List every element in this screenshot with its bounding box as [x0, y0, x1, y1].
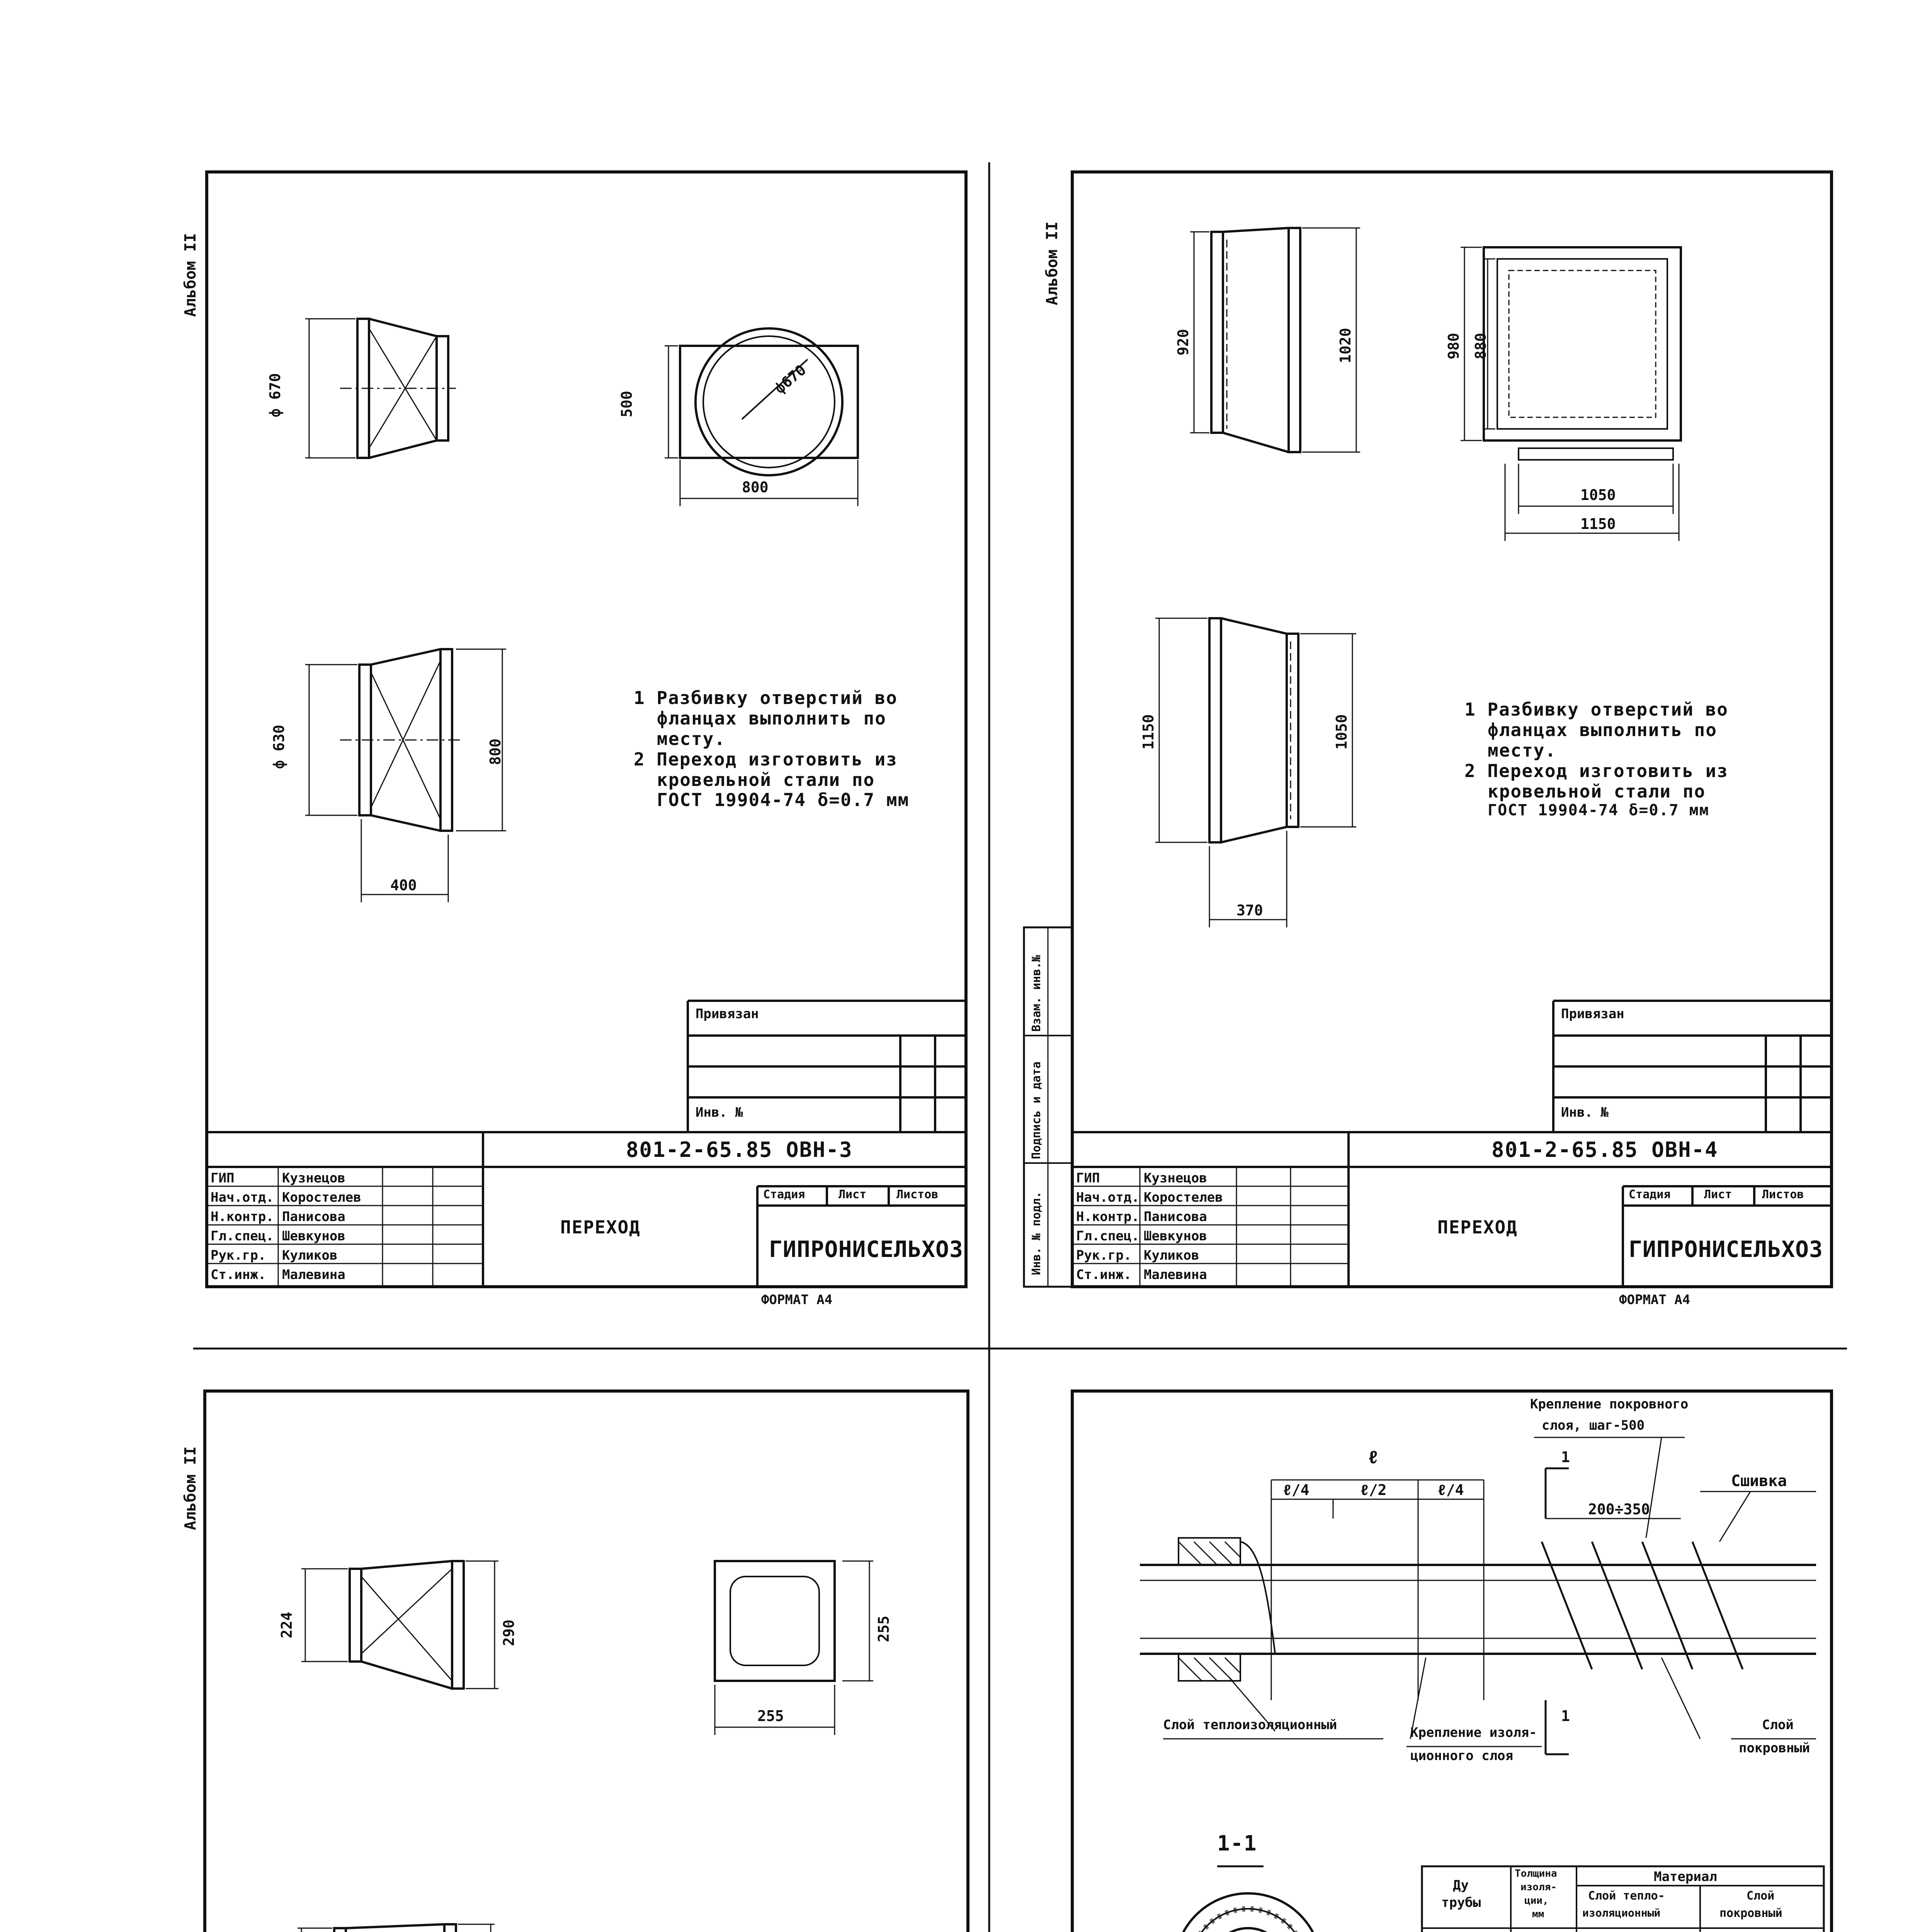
side-stamp-sign: Подпись и дата — [1030, 1061, 1043, 1159]
note-line: месту. — [657, 728, 726, 749]
role: ГИП — [1076, 1170, 1100, 1186]
signature-names — [1144, 1171, 1223, 1287]
name: Коростелев — [282, 1190, 361, 1205]
album-label-bl: Альбом II — [182, 1446, 199, 1530]
sheets-label: Листов — [896, 1188, 939, 1201]
role: Н.контр. — [1076, 1209, 1139, 1225]
dim-label: 980 — [1445, 333, 1462, 359]
name: Куликов — [282, 1248, 338, 1263]
dim-label: 1150 — [1140, 714, 1157, 750]
privyazan-label: Привязан — [696, 1006, 759, 1022]
note-line: фланцах выполнить по — [1488, 719, 1717, 740]
album-label-tr: Альбом II — [1043, 221, 1061, 305]
table-header-du: Ду — [1453, 1878, 1469, 1893]
dim-label: 880 — [1472, 333, 1489, 359]
name: Панисова — [282, 1209, 345, 1225]
dim-label: ф670 — [771, 361, 810, 397]
side-stamp-inv: Инв. № подл. — [1030, 1191, 1043, 1275]
callout-stitching: Сшивка — [1731, 1472, 1787, 1490]
callout-fastening-cover: Крепление покровного — [1530, 1396, 1689, 1412]
inv-label: Инв. № — [696, 1105, 743, 1120]
sheet-label: Лист — [1704, 1188, 1732, 1201]
organization-name: ГИПРОНИСЕЛЬХОЗ — [1629, 1236, 1823, 1262]
callout-fastening-cover-2: слоя, шаг-500 — [1542, 1418, 1645, 1433]
name: Малевина — [282, 1267, 345, 1282]
name: Кузнецов — [282, 1170, 345, 1186]
role: Рук.гр. — [211, 1248, 266, 1263]
table-header-thickness: Толщина — [1515, 1868, 1557, 1879]
section-mark: 1 — [1561, 1449, 1570, 1466]
callout-thermal-layer: Слой теплоизоляционный — [1163, 1717, 1337, 1733]
notes-tr — [1464, 699, 1728, 819]
table-header-thickness-2: изоля- — [1520, 1881, 1557, 1893]
dim-label: 224 — [278, 1612, 295, 1638]
role: ГИП — [211, 1170, 235, 1186]
table-header-layer2-2: покровный — [1719, 1906, 1782, 1920]
role: Ст.инж. — [211, 1267, 266, 1282]
dim-label: ф 670 — [267, 373, 284, 417]
name: Куликов — [1144, 1248, 1199, 1263]
table-header-layer1: Слой тепло- — [1588, 1889, 1665, 1903]
signature-roles — [211, 1171, 274, 1287]
stage-label: Стадия — [1629, 1188, 1671, 1201]
note-line: кровельной стали по — [657, 769, 875, 790]
note-line: 2 Переход изготовить из — [1464, 760, 1728, 781]
callout-fastening-ins: Крепление изоля- — [1410, 1725, 1537, 1740]
role: Гл.спец. — [211, 1228, 274, 1244]
dim-200-350: 200÷350 — [1588, 1501, 1650, 1518]
section-mark: 1 — [1561, 1708, 1570, 1725]
sheet-label: Лист — [838, 1188, 867, 1201]
inv-label: Инв. № — [1561, 1105, 1609, 1120]
signature-roles — [1076, 1171, 1139, 1287]
dim-label: 800 — [742, 479, 769, 496]
role: Нач.отд. — [211, 1190, 274, 1205]
note-line: фланцах выполнить по — [657, 707, 886, 729]
callout-cover-layer: Слой — [1762, 1717, 1794, 1733]
note-line: ГОСТ 19904-74 δ=0.7 мм — [1488, 801, 1709, 820]
dim-label: 1020 — [1337, 328, 1354, 363]
signature-names — [282, 1171, 361, 1287]
name: Малевина — [1144, 1267, 1207, 1282]
dim-label: 1050 — [1580, 486, 1616, 503]
note-line: 1 Разбивку отверстий во — [1464, 699, 1728, 720]
drawing-title: ПЕРЕХОД — [1437, 1217, 1518, 1238]
table-header-thickness-3: ции, — [1524, 1895, 1549, 1906]
table-header-layer1-2: изоляционный — [1582, 1906, 1661, 1919]
section-title: 1-1 — [1217, 1831, 1257, 1855]
table-header-thickness-4: мм — [1532, 1908, 1544, 1920]
dim-label: 1050 — [1333, 714, 1350, 750]
callout-cover-layer-2: покровный — [1739, 1740, 1810, 1756]
role: Рук.гр. — [1076, 1248, 1132, 1263]
note-line: месту. — [1488, 740, 1557, 761]
role: Ст.инж. — [1076, 1267, 1132, 1282]
drawing-code: 801-2-65.85 ОВН-3 — [626, 1138, 853, 1162]
role: Нач.отд. — [1076, 1190, 1139, 1205]
stage-label: Стадия — [763, 1188, 805, 1201]
organization-name: ГИПРОНИСЕЛЬХОЗ — [769, 1236, 963, 1262]
privyazan-label: Привязан — [1561, 1006, 1624, 1022]
name: Шевкунов — [282, 1228, 345, 1244]
name: Шевкунов — [1144, 1228, 1207, 1244]
format-label: ФОРМАТ А4 — [761, 1292, 833, 1308]
table-header-material: Материал — [1654, 1869, 1717, 1884]
table-header-layer2: Слой — [1747, 1889, 1775, 1903]
note-line: ГОСТ 19904-74 δ=0.7 мм — [657, 789, 910, 811]
dim-label: 500 — [618, 391, 635, 417]
dim-label: 255 — [757, 1708, 784, 1725]
dim-l4: ℓ/4 — [1437, 1481, 1464, 1498]
drawing-code: 801-2-65.85 ОВН-4 — [1492, 1138, 1718, 1162]
dim-label: 400 — [390, 877, 417, 894]
dim-label: 370 — [1236, 902, 1263, 919]
role: Гл.спец. — [1076, 1228, 1139, 1244]
dim-l2: ℓ/2 — [1360, 1481, 1387, 1498]
dim-label: 1150 — [1580, 515, 1616, 532]
name: Кузнецов — [1144, 1170, 1207, 1186]
dim-label: 800 — [487, 738, 504, 765]
note-line: кровельной стали по — [1488, 781, 1706, 802]
dim-label: 920 — [1175, 329, 1192, 355]
dim-l4: ℓ/4 — [1283, 1481, 1310, 1498]
dim-label: ф 630 — [270, 724, 287, 769]
note-line: 2 Переход изготовить из — [634, 748, 898, 770]
drawing-title: ПЕРЕХОД — [560, 1217, 641, 1238]
notes-tl — [634, 688, 909, 810]
table-header-du-2: трубы — [1441, 1895, 1481, 1910]
album-label-tl: Альбом II — [182, 233, 199, 317]
format-label: ФОРМАТ А4 — [1619, 1292, 1690, 1308]
name: Панисова — [1144, 1209, 1207, 1225]
dim-label: 255 — [875, 1616, 892, 1642]
role: Н.контр. — [211, 1209, 274, 1225]
callout-fastening-ins-2: ционного слоя — [1410, 1748, 1514, 1764]
sheets-label: Листов — [1762, 1188, 1804, 1201]
name: Коростелев — [1144, 1190, 1223, 1205]
side-stamp-replace: Взам. инв.№ — [1030, 955, 1043, 1032]
dim-l: ℓ — [1368, 1447, 1379, 1468]
note-line: 1 Разбивку отверстий во — [634, 687, 898, 708]
dim-label: 290 — [500, 1619, 517, 1646]
